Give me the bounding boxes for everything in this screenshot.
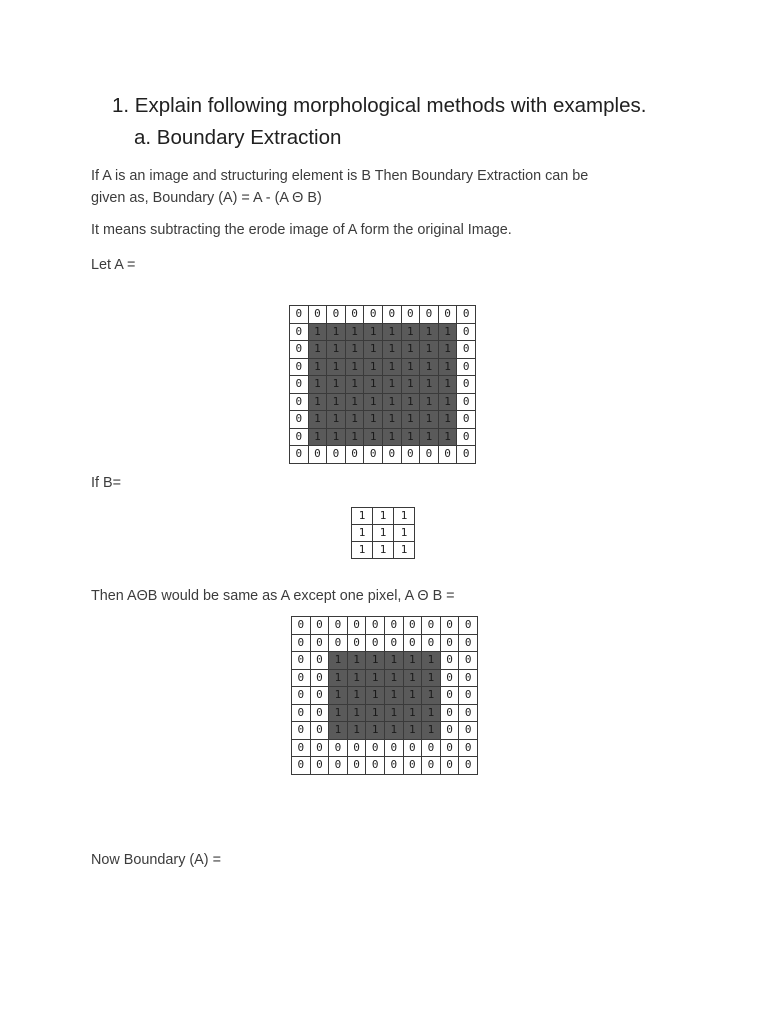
matrix-cell: 0: [366, 634, 385, 652]
matrix-cell: 1: [403, 704, 422, 722]
matrix-cell: 1: [384, 652, 403, 670]
matrix-cell: 0: [292, 634, 311, 652]
matrix-cell: 0: [290, 358, 309, 376]
matrix-cell: 0: [290, 341, 309, 359]
matrix-cell: 0: [292, 669, 311, 687]
if-b-label: If B=: [91, 475, 121, 491]
matrix-cell: 1: [382, 411, 401, 429]
matrix-cell: 0: [308, 446, 327, 464]
matrix-cell: 1: [352, 525, 373, 542]
matrix-cell: 0: [310, 634, 329, 652]
matrix-cell: 0: [457, 428, 476, 446]
matrix-a: [289, 305, 476, 464]
matrix-cell: 0: [403, 739, 422, 757]
matrix-cell: 1: [366, 704, 385, 722]
matrix-cell: 1: [422, 669, 441, 687]
matrix-row: [352, 525, 415, 542]
matrix-cell: 0: [440, 722, 459, 740]
matrix-cell: 1: [364, 323, 383, 341]
matrix-cell: 1: [308, 376, 327, 394]
matrix-cell: 1: [403, 652, 422, 670]
matrix-eroded: [291, 616, 478, 775]
definition-line-1: If A is an image and structuring element is B Then Boundary Extraction can be: [91, 168, 589, 184]
matrix-cell: 1: [347, 652, 366, 670]
matrix-cell: 1: [382, 341, 401, 359]
matrix-cell: 0: [308, 306, 327, 324]
matrix-cell: 1: [422, 687, 441, 705]
matrix-cell: 1: [308, 323, 327, 341]
matrix-cell: 1: [364, 358, 383, 376]
matrix-cell: 1: [420, 341, 439, 359]
matrix-cell: 0: [384, 617, 403, 635]
matrix-cell: 0: [457, 376, 476, 394]
matrix-cell: 0: [329, 617, 348, 635]
matrix-cell: 1: [438, 341, 457, 359]
matrix-row: [292, 722, 478, 740]
matrix-row: [290, 393, 476, 411]
matrix-cell: 1: [382, 428, 401, 446]
matrix-row: [290, 376, 476, 394]
let-a-label: Let A =: [91, 257, 136, 273]
matrix-cell: 1: [308, 393, 327, 411]
matrix-cell: 0: [292, 739, 311, 757]
matrix-cell: 0: [292, 617, 311, 635]
matrix-cell: 1: [364, 393, 383, 411]
matrix-cell: 1: [308, 358, 327, 376]
matrix-cell: 1: [373, 508, 394, 525]
matrix-cell: 1: [401, 323, 420, 341]
matrix-cell: 0: [459, 739, 478, 757]
matrix-cell: 1: [308, 341, 327, 359]
matrix-cell: 1: [394, 542, 415, 559]
matrix-cell: 0: [329, 634, 348, 652]
matrix-cell: 0: [403, 617, 422, 635]
matrix-cell: 1: [401, 376, 420, 394]
matrix-cell: 0: [403, 757, 422, 775]
matrix-cell: 1: [420, 358, 439, 376]
matrix-cell: 0: [440, 634, 459, 652]
matrix-cell: 0: [290, 323, 309, 341]
matrix-cell: 0: [401, 306, 420, 324]
matrix-cell: 1: [347, 687, 366, 705]
matrix-row: [290, 341, 476, 359]
matrix-cell: 1: [373, 542, 394, 559]
matrix-cell: 1: [438, 428, 457, 446]
matrix-cell: 1: [327, 376, 346, 394]
matrix-cell: 1: [345, 323, 364, 341]
matrix-row: [290, 411, 476, 429]
matrix-cell: 1: [438, 358, 457, 376]
matrix-cell: 0: [347, 739, 366, 757]
matrix-cell: 0: [438, 446, 457, 464]
matrix-cell: 1: [327, 323, 346, 341]
matrix-cell: 1: [327, 411, 346, 429]
matrix-cell: 0: [384, 757, 403, 775]
matrix-cell: 0: [382, 446, 401, 464]
matrix-b: [351, 507, 415, 559]
matrix-cell: 1: [420, 376, 439, 394]
matrix-cell: 0: [457, 323, 476, 341]
matrix-cell: 0: [292, 687, 311, 705]
matrix-cell: 1: [384, 704, 403, 722]
matrix-cell: 0: [382, 306, 401, 324]
matrix-cell: 0: [310, 704, 329, 722]
matrix-cell: 1: [438, 411, 457, 429]
matrix-cell: 1: [347, 722, 366, 740]
matrix-row: [292, 634, 478, 652]
matrix-cell: 0: [364, 306, 383, 324]
matrix-cell: 0: [440, 687, 459, 705]
matrix-cell: 0: [347, 617, 366, 635]
matrix-row: [292, 739, 478, 757]
matrix-cell: 0: [457, 411, 476, 429]
matrix-cell: 0: [440, 669, 459, 687]
matrix-cell: 1: [403, 669, 422, 687]
matrix-cell: 1: [401, 341, 420, 359]
matrix-cell: 1: [364, 341, 383, 359]
matrix-cell: 1: [308, 428, 327, 446]
matrix-cell: 1: [382, 393, 401, 411]
matrix-cell: 1: [327, 341, 346, 359]
matrix-cell: 0: [292, 704, 311, 722]
matrix-cell: 0: [290, 376, 309, 394]
matrix-cell: 1: [327, 428, 346, 446]
matrix-cell: 1: [352, 508, 373, 525]
matrix-cell: 0: [420, 446, 439, 464]
matrix-cell: 1: [345, 358, 364, 376]
matrix-cell: 0: [422, 739, 441, 757]
matrix-cell: 0: [366, 757, 385, 775]
matrix-cell: 0: [457, 446, 476, 464]
matrix-cell: 1: [329, 669, 348, 687]
matrix-row: [352, 508, 415, 525]
matrix-cell: 0: [329, 757, 348, 775]
matrix-cell: 0: [366, 739, 385, 757]
matrix-row: [292, 652, 478, 670]
matrix-cell: 0: [403, 634, 422, 652]
matrix-cell: 1: [366, 669, 385, 687]
matrix-cell: 0: [310, 757, 329, 775]
matrix-cell: 0: [327, 306, 346, 324]
matrix-cell: 0: [459, 617, 478, 635]
matrix-cell: 0: [384, 739, 403, 757]
matrix-row: [290, 323, 476, 341]
matrix-cell: 0: [457, 358, 476, 376]
matrix-row: [290, 306, 476, 324]
matrix-cell: 0: [290, 306, 309, 324]
matrix-cell: 0: [384, 634, 403, 652]
matrix-cell: 1: [438, 323, 457, 341]
matrix-row: [290, 358, 476, 376]
matrix-cell: 0: [329, 739, 348, 757]
matrix-cell: 1: [401, 393, 420, 411]
matrix-cell: 1: [364, 376, 383, 394]
matrix-cell: 1: [345, 428, 364, 446]
matrix-cell: 1: [345, 411, 364, 429]
matrix-cell: 0: [459, 634, 478, 652]
matrix-cell: 0: [310, 722, 329, 740]
matrix-cell: 1: [420, 323, 439, 341]
matrix-cell: 1: [403, 722, 422, 740]
matrix-cell: 1: [329, 687, 348, 705]
matrix-cell: 1: [401, 411, 420, 429]
matrix-cell: 1: [384, 687, 403, 705]
matrix-cell: 0: [290, 411, 309, 429]
matrix-cell: 1: [329, 722, 348, 740]
matrix-cell: 0: [290, 428, 309, 446]
definition-line-2: given as, Boundary (A) = A - (A Θ B): [91, 190, 322, 206]
matrix-cell: 0: [366, 617, 385, 635]
matrix-cell: 1: [308, 411, 327, 429]
matrix-cell: 1: [373, 525, 394, 542]
matrix-cell: 0: [364, 446, 383, 464]
matrix-cell: 1: [384, 669, 403, 687]
matrix-row: [292, 617, 478, 635]
matrix-cell: 0: [440, 704, 459, 722]
boundary-label: Now Boundary (A) =: [91, 852, 221, 868]
matrix-row: [292, 757, 478, 775]
matrix-row: [292, 687, 478, 705]
matrix-row: [290, 428, 476, 446]
matrix-cell: 0: [347, 757, 366, 775]
matrix-cell: 0: [310, 687, 329, 705]
matrix-cell: 1: [394, 525, 415, 542]
matrix-cell: 1: [347, 669, 366, 687]
matrix-cell: 1: [403, 687, 422, 705]
matrix-cell: 0: [457, 306, 476, 324]
matrix-cell: 0: [292, 652, 311, 670]
matrix-cell: 0: [440, 757, 459, 775]
matrix-cell: 1: [347, 704, 366, 722]
matrix-cell: 0: [292, 757, 311, 775]
matrix-cell: 1: [364, 428, 383, 446]
matrix-cell: 1: [382, 376, 401, 394]
matrix-row: [292, 704, 478, 722]
matrix-cell: 0: [440, 652, 459, 670]
matrix-cell: 0: [345, 306, 364, 324]
matrix-cell: 0: [290, 446, 309, 464]
matrix-cell: 0: [457, 393, 476, 411]
matrix-cell: 0: [345, 446, 364, 464]
matrix-cell: 1: [394, 508, 415, 525]
matrix-cell: 1: [345, 341, 364, 359]
matrix-cell: 1: [422, 704, 441, 722]
matrix-cell: 0: [440, 739, 459, 757]
matrix-row: [290, 446, 476, 464]
matrix-cell: 1: [384, 722, 403, 740]
matrix-cell: 1: [382, 358, 401, 376]
question-heading: 1. Explain following morphological methods with examples.: [112, 94, 647, 117]
matrix-cell: 1: [364, 411, 383, 429]
matrix-cell: 1: [401, 358, 420, 376]
matrix-cell: 0: [310, 669, 329, 687]
matrix-cell: 1: [401, 428, 420, 446]
matrix-cell: 1: [420, 411, 439, 429]
matrix-cell: 1: [345, 376, 364, 394]
matrix-cell: 1: [420, 393, 439, 411]
matrix-cell: 0: [310, 652, 329, 670]
matrix-cell: 0: [420, 306, 439, 324]
matrix-cell: 0: [459, 687, 478, 705]
matrix-cell: 0: [422, 634, 441, 652]
matrix-cell: 1: [366, 722, 385, 740]
matrix-cell: 0: [459, 704, 478, 722]
explanation-text: It means subtracting the erode image of A form the original Image.: [91, 222, 512, 238]
matrix-cell: 1: [420, 428, 439, 446]
matrix-cell: 0: [292, 722, 311, 740]
matrix-cell: 1: [422, 652, 441, 670]
matrix-cell: 0: [438, 306, 457, 324]
matrix-cell: 0: [290, 393, 309, 411]
matrix-cell: 0: [459, 669, 478, 687]
matrix-cell: 1: [422, 722, 441, 740]
matrix-cell: 1: [352, 542, 373, 559]
matrix-cell: 0: [310, 617, 329, 635]
matrix-cell: 0: [459, 652, 478, 670]
matrix-cell: 1: [438, 393, 457, 411]
matrix-cell: 0: [422, 757, 441, 775]
matrix-cell: 0: [327, 446, 346, 464]
matrix-row: [292, 669, 478, 687]
matrix-cell: 1: [366, 687, 385, 705]
matrix-cell: 0: [347, 634, 366, 652]
matrix-cell: 1: [345, 393, 364, 411]
matrix-cell: 1: [329, 652, 348, 670]
matrix-cell: 0: [310, 739, 329, 757]
matrix-cell: 1: [329, 704, 348, 722]
matrix-cell: 0: [440, 617, 459, 635]
matrix-cell: 0: [422, 617, 441, 635]
matrix-cell: 1: [438, 376, 457, 394]
matrix-cell: 1: [327, 393, 346, 411]
matrix-cell: 0: [401, 446, 420, 464]
matrix-cell: 0: [459, 722, 478, 740]
matrix-cell: 0: [459, 757, 478, 775]
matrix-cell: 1: [382, 323, 401, 341]
matrix-row: [352, 542, 415, 559]
matrix-cell: 1: [327, 358, 346, 376]
matrix-cell: 1: [366, 652, 385, 670]
matrix-cell: 0: [457, 341, 476, 359]
eroded-label: Then AΘB would be same as A except one pixel, A Θ B =: [91, 588, 455, 604]
section-subheading: a. Boundary Extraction: [134, 126, 342, 149]
